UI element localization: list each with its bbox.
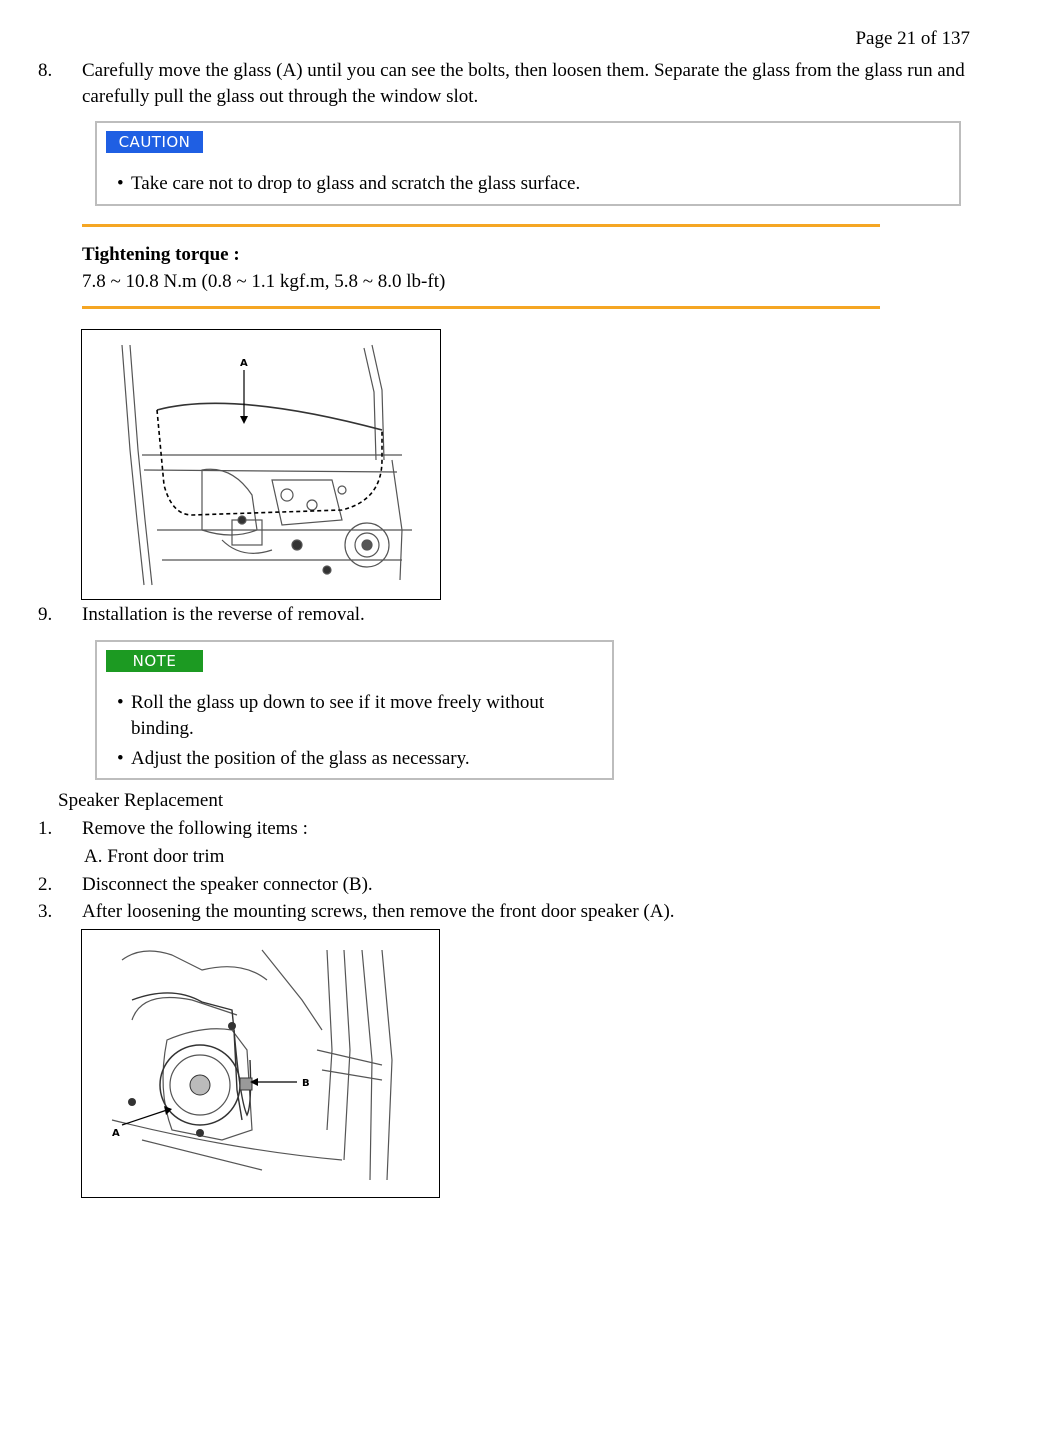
- figure1-label-a: A: [240, 358, 248, 369]
- step-text: After loosening the mounting screws, then remove the front door speaker (A).: [82, 901, 675, 922]
- torque-value: 7.8 ~ 10.8 N.m (0.8 ~ 1.1 kgf.m, 5.8 ~ 8.0 lb-ft): [82, 271, 446, 292]
- caution-box: [95, 121, 961, 206]
- substep-text: Front door trim: [107, 846, 225, 867]
- figure2-label-b: B: [302, 1078, 310, 1089]
- step-text: Carefully move the glass (A) until you can see the bolts, then loosen them. Separate the glass from the glass run and carefully pull the glass out through the window slot.: [82, 60, 965, 107]
- note-box: [95, 640, 614, 780]
- step-text: Disconnect the speaker connector (B).: [82, 874, 373, 895]
- step-8: [38, 58, 997, 110]
- note-item: • Adjust the position of the glass as necessary.: [117, 746, 600, 772]
- caution-item: • Take care not to drop to glass and scratch the glass surface.: [117, 171, 947, 197]
- page-number: Page 21 of 137: [855, 28, 970, 49]
- speaker-substep-a: [84, 844, 999, 870]
- step-text: Remove the following items :: [82, 818, 308, 839]
- note-item: • Roll the glass up down to see if it move freely without binding.: [117, 690, 600, 742]
- step-text: Installation is the reverse of removal.: [82, 604, 365, 625]
- speaker-step-1: [38, 816, 997, 842]
- step-number: 2.: [38, 874, 53, 895]
- substep-letter: A.: [84, 846, 103, 867]
- figure2-label-a: A: [112, 1128, 120, 1139]
- note-list: [117, 690, 600, 776]
- caution-label: CAUTION: [106, 131, 203, 153]
- speaker-illustration: [82, 930, 439, 1197]
- caution-list: [117, 171, 947, 201]
- door-glass-figure: [81, 329, 441, 600]
- step-number: 1.: [38, 818, 53, 839]
- torque-title: Tightening torque :: [82, 244, 240, 265]
- speaker-step-2: [38, 872, 997, 898]
- step-number: 8.: [38, 60, 53, 81]
- speaker-step-3: [38, 899, 997, 925]
- divider-bottom: [82, 306, 880, 309]
- section-title: Speaker Replacement: [58, 790, 224, 811]
- step-number: 3.: [38, 901, 53, 922]
- speaker-figure: [81, 929, 440, 1198]
- note-label: NOTE: [106, 650, 203, 672]
- step-9: [38, 602, 997, 628]
- door-glass-illustration: [82, 330, 440, 599]
- step-number: 9.: [38, 604, 53, 625]
- divider-top: [82, 224, 880, 227]
